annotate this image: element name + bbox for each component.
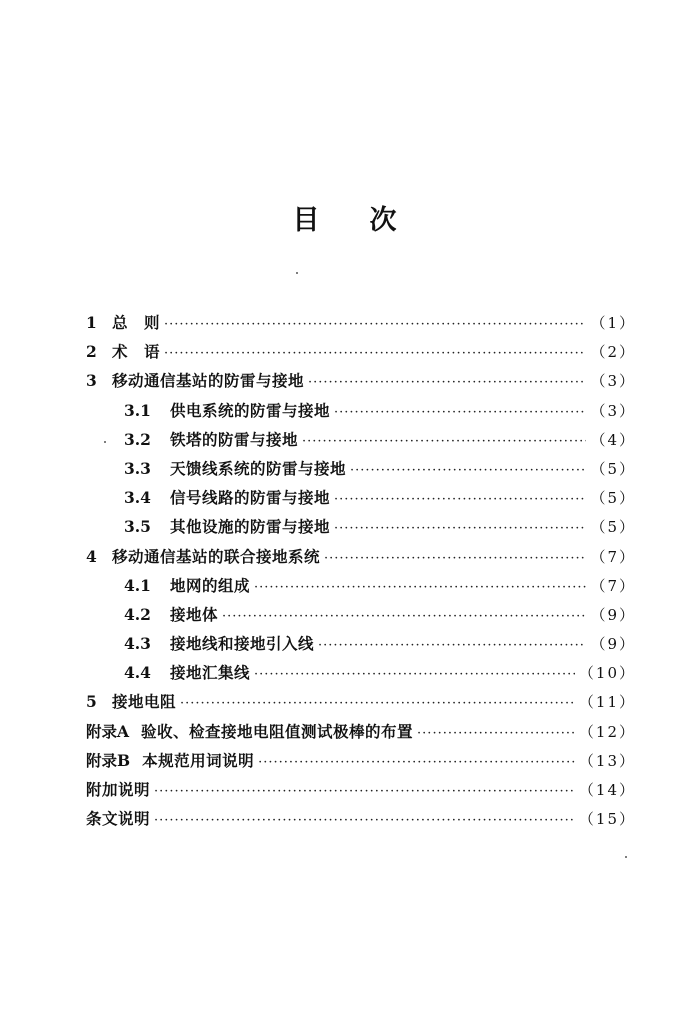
- toc-number: 4.1: [124, 575, 151, 595]
- toc-page-number: （15）: [578, 810, 636, 829]
- toc-number: 4.3: [124, 634, 151, 654]
- toc-page-number: （9）: [590, 605, 636, 624]
- toc-number: 3.2: [124, 429, 151, 449]
- toc-entry: [86, 571, 636, 600]
- title-char-1: 目: [292, 205, 322, 236]
- toc-number: 4.2: [124, 604, 151, 624]
- toc-entry: [86, 308, 636, 337]
- toc-leader-dots: [334, 514, 586, 543]
- toc-entry: [86, 425, 636, 454]
- toc-entry: [86, 658, 636, 687]
- toc-number: 1: [86, 313, 97, 332]
- toc-page-number: （13）: [578, 751, 636, 770]
- toc-page-number: （12）: [578, 722, 636, 741]
- toc-page-number: （9）: [590, 635, 636, 654]
- toc-label: 接地线和接地引入线: [170, 634, 315, 654]
- toc-number: 2: [86, 342, 97, 362]
- toc-number: 附录B: [86, 750, 131, 770]
- toc-label: 本规范用词说明: [142, 750, 255, 770]
- toc-leader-dots: [222, 602, 586, 631]
- toc-entry: [86, 687, 636, 716]
- toc-number: 附录A: [86, 721, 130, 741]
- toc-label: 信号线路的防雷与接地: [170, 488, 331, 508]
- toc-label: 术 语: [112, 342, 161, 362]
- toc-number: 5: [86, 692, 97, 712]
- toc-page-number: （3）: [590, 372, 636, 391]
- toc-label: 总 则: [112, 313, 161, 332]
- toc-page-number: （7）: [590, 576, 636, 595]
- toc-label: 接地体: [170, 604, 219, 624]
- toc-page-number: （1）: [590, 314, 636, 332]
- toc-label: 地网的组成: [170, 575, 251, 595]
- toc-label: 铁塔的防雷与接地: [170, 429, 299, 449]
- toc-leader-dots: [350, 456, 586, 485]
- title-char-2: 次: [369, 205, 399, 236]
- toc-number: 3.3: [124, 458, 151, 478]
- table-of-contents: [86, 308, 636, 833]
- toc-number: 3.1: [124, 400, 151, 420]
- toc-page-number: （5）: [590, 459, 636, 478]
- toc-entry: [86, 454, 636, 483]
- toc-entry: [86, 600, 636, 629]
- toc-leader-dots: [154, 806, 575, 835]
- toc-entry: [86, 512, 636, 541]
- toc-leader-dots: [324, 544, 586, 573]
- toc-number: 4: [86, 546, 97, 566]
- toc-page-number: （5）: [590, 489, 636, 508]
- toc-leader-dots: [318, 631, 586, 660]
- toc-entry: [86, 775, 636, 804]
- toc-leader-dots: [180, 689, 575, 718]
- toc-label: 接地汇集线: [170, 663, 251, 683]
- toc-page-number: （4）: [590, 430, 636, 449]
- toc-label: 接地电阻: [112, 692, 177, 712]
- toc-label: 附加说明: [86, 780, 151, 799]
- toc-entry: [86, 629, 636, 658]
- toc-leader-dots: [308, 368, 586, 397]
- toc-entry: [86, 396, 636, 425]
- toc-leader-dots: [254, 660, 575, 689]
- toc-entry: [86, 483, 636, 512]
- toc-entry: [86, 804, 636, 833]
- toc-entry: [86, 337, 636, 366]
- toc-page-number: （11）: [578, 693, 636, 712]
- toc-page-number: （14）: [578, 781, 636, 799]
- toc-number: 3.5: [124, 517, 151, 537]
- page-title: [0, 198, 691, 237]
- toc-entry: [86, 542, 636, 571]
- toc-label: 其他设施的防雷与接地: [170, 517, 331, 537]
- toc-label: 条文说明: [86, 809, 151, 829]
- toc-number: 3: [86, 371, 97, 391]
- toc-number: 3.4: [124, 488, 151, 508]
- toc-leader-dots: [302, 427, 586, 456]
- toc-label: 移动通信基站的联合接地系统: [112, 546, 321, 566]
- toc-page-number: （5）: [590, 518, 636, 537]
- toc-page-number: （7）: [590, 547, 636, 566]
- toc-page-number: （10）: [578, 664, 636, 683]
- toc-label: 天馈线系统的防雷与接地: [170, 458, 347, 478]
- toc-leader-dots: [334, 485, 586, 514]
- toc-leader-dots: [254, 573, 586, 602]
- toc-label: 供电系统的防雷与接地: [170, 400, 331, 420]
- toc-leader-dots: [164, 310, 586, 339]
- toc-leader-dots: [164, 339, 586, 368]
- toc-leader-dots: [154, 777, 575, 806]
- toc-page-number: （2）: [590, 343, 636, 362]
- toc-page-number: （3）: [590, 401, 636, 420]
- toc-leader-dots: [258, 748, 575, 777]
- toc-leader-dots: [417, 719, 575, 748]
- toc-leader-dots: [334, 398, 586, 427]
- toc-entry: [86, 746, 636, 775]
- toc-entry: [86, 366, 636, 395]
- toc-label: 验收、检查接地电阻值测试极棒的布置: [141, 721, 414, 741]
- toc-label: 移动通信基站的防雷与接地: [112, 371, 305, 391]
- toc-entry: [86, 717, 636, 746]
- toc-number: 4.4: [124, 663, 151, 683]
